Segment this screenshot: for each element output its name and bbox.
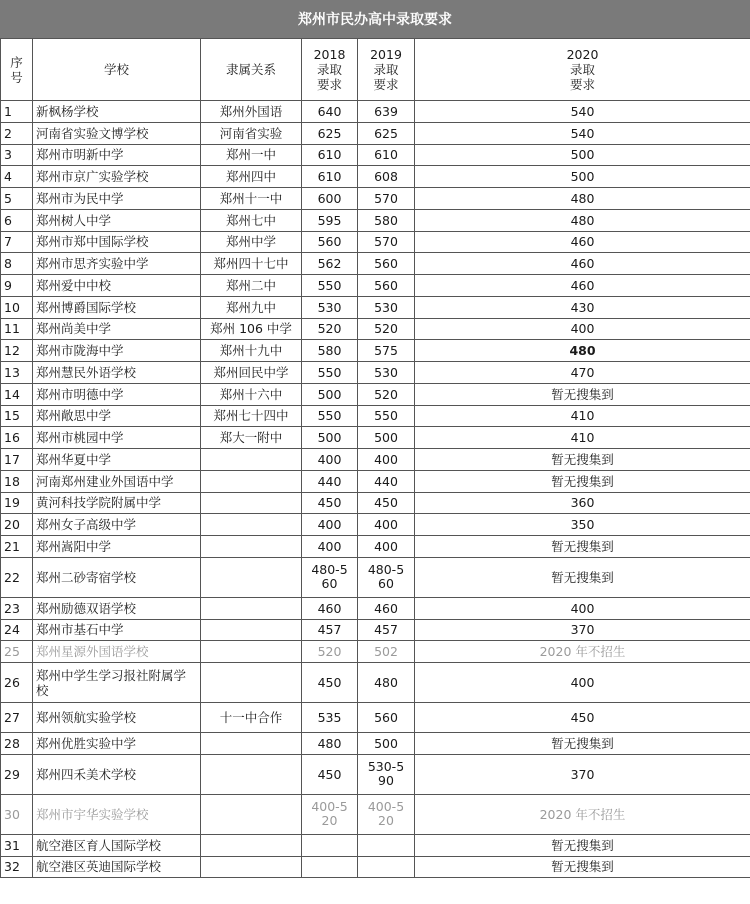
cell-2019: 480-5 60 — [358, 557, 415, 597]
cell-no: 10 — [1, 296, 33, 318]
cell-2018 — [302, 834, 358, 856]
cell-2018: 400 — [302, 449, 358, 471]
cell-no: 28 — [1, 733, 33, 755]
table-row — [1, 514, 750, 536]
cell-school: 黄河科技学院附属中学 — [33, 492, 201, 514]
cell-school: 郑州市基石中学 — [33, 619, 201, 641]
cell-2019: 500 — [358, 733, 415, 755]
cell-2020: 410 — [415, 427, 750, 449]
cell-no: 32 — [1, 856, 33, 878]
cell-2018: 400-5 20 — [302, 794, 358, 834]
table-row — [1, 470, 750, 492]
cell-2019: 400-5 20 — [358, 794, 415, 834]
cell-affiliation — [201, 856, 302, 878]
header-2020: 2020 录取 要求 — [415, 39, 750, 101]
cell-2019: 610 — [358, 144, 415, 166]
cell-2020: 460 — [415, 231, 750, 253]
table-row — [1, 101, 750, 123]
cell-affiliation: 郑州七十四中 — [201, 405, 302, 427]
cell-no: 1 — [1, 101, 33, 123]
cell-2020: 350 — [415, 514, 750, 536]
cell-2018: 600 — [302, 188, 358, 210]
cell-affiliation — [201, 470, 302, 492]
cell-2020: 2020 年不招生 — [415, 641, 750, 663]
table-row — [1, 253, 750, 275]
cell-2020: 暂无搜集到 — [415, 557, 750, 597]
cell-school: 郑州市桃园中学 — [33, 427, 201, 449]
cell-2018: 535 — [302, 703, 358, 733]
cell-2019 — [358, 834, 415, 856]
cell-affiliation: 郑州九中 — [201, 296, 302, 318]
cell-affiliation: 十一中合作 — [201, 703, 302, 733]
cell-no: 25 — [1, 641, 33, 663]
table-row — [1, 188, 750, 210]
cell-school: 郑州市宇华实验学校 — [33, 794, 201, 834]
cell-school: 郑州女子高级中学 — [33, 514, 201, 536]
cell-school: 河南郑州建业外国语中学 — [33, 470, 201, 492]
cell-school: 郑州市京广实验学校 — [33, 166, 201, 188]
cell-school: 郑州优胜实验中学 — [33, 733, 201, 755]
cell-2020: 500 — [415, 166, 750, 188]
cell-school: 航空港区育人国际学校 — [33, 834, 201, 856]
cell-2019: 502 — [358, 641, 415, 663]
cell-school: 郑州市思齐实验中学 — [33, 253, 201, 275]
cell-2020: 480 — [415, 209, 750, 231]
cell-2020: 400 — [415, 663, 750, 703]
cell-2020: 暂无搜集到 — [415, 449, 750, 471]
cell-no: 21 — [1, 536, 33, 558]
table-row — [1, 492, 750, 514]
header-2019: 2019 录取 要求 — [358, 39, 415, 101]
cell-2018: 460 — [302, 597, 358, 619]
cell-2019: 460 — [358, 597, 415, 619]
cell-no: 11 — [1, 318, 33, 340]
cell-2018: 580 — [302, 340, 358, 362]
cell-2019: 520 — [358, 318, 415, 340]
cell-2019: 560 — [358, 703, 415, 733]
cell-no: 20 — [1, 514, 33, 536]
cell-2018: 520 — [302, 641, 358, 663]
cell-2020: 暂无搜集到 — [415, 733, 750, 755]
cell-no: 4 — [1, 166, 33, 188]
cell-2019: 560 — [358, 253, 415, 275]
cell-affiliation: 郑州二中 — [201, 275, 302, 297]
cell-affiliation — [201, 449, 302, 471]
cell-2020: 460 — [415, 253, 750, 275]
cell-no: 31 — [1, 834, 33, 856]
cell-affiliation — [201, 492, 302, 514]
header-2018: 2018 录取 要求 — [302, 39, 358, 101]
cell-2020: 500 — [415, 144, 750, 166]
table-row — [1, 340, 750, 362]
table-row — [1, 405, 750, 427]
cell-2019: 550 — [358, 405, 415, 427]
cell-affiliation — [201, 641, 302, 663]
table-row — [1, 209, 750, 231]
table-row — [1, 427, 750, 449]
cell-2018: 500 — [302, 427, 358, 449]
cell-school: 郑州领航实验学校 — [33, 703, 201, 733]
table-row — [1, 834, 750, 856]
cell-2020: 暂无搜集到 — [415, 470, 750, 492]
table-row — [1, 663, 750, 703]
cell-school: 郑州树人中学 — [33, 209, 201, 231]
cell-2018 — [302, 856, 358, 878]
header-no: 序 号 — [1, 39, 33, 101]
cell-2020: 暂无搜集到 — [415, 834, 750, 856]
cell-affiliation: 郑州 106 中学 — [201, 318, 302, 340]
cell-2018: 640 — [302, 101, 358, 123]
cell-school: 郑州励德双语学校 — [33, 597, 201, 619]
cell-2018: 562 — [302, 253, 358, 275]
cell-2020: 暂无搜集到 — [415, 856, 750, 878]
cell-2019: 530 — [358, 296, 415, 318]
cell-2020: 480 — [415, 340, 750, 362]
cell-2020: 370 — [415, 754, 750, 794]
cell-affiliation: 郑大一附中 — [201, 427, 302, 449]
cell-affiliation: 郑州中学 — [201, 231, 302, 253]
cell-2020: 540 — [415, 122, 750, 144]
table-row — [1, 754, 750, 794]
cell-no: 8 — [1, 253, 33, 275]
cell-2019: 575 — [358, 340, 415, 362]
cell-affiliation: 郑州外国语 — [201, 101, 302, 123]
cell-2019: 570 — [358, 231, 415, 253]
table-row — [1, 362, 750, 384]
cell-school: 航空港区英迪国际学校 — [33, 856, 201, 878]
cell-school: 郑州四禾美术学校 — [33, 754, 201, 794]
cell-2018: 450 — [302, 754, 358, 794]
cell-no: 24 — [1, 619, 33, 641]
cell-school: 郑州市明德中学 — [33, 383, 201, 405]
cell-2018: 560 — [302, 231, 358, 253]
cell-affiliation: 郑州回民中学 — [201, 362, 302, 384]
cell-affiliation: 河南省实验 — [201, 122, 302, 144]
cell-no: 29 — [1, 754, 33, 794]
cell-2019: 400 — [358, 449, 415, 471]
cell-2019: 440 — [358, 470, 415, 492]
header-affiliation: 隶属关系 — [201, 39, 302, 101]
cell-2018: 550 — [302, 405, 358, 427]
cell-no: 12 — [1, 340, 33, 362]
table-row — [1, 536, 750, 558]
cell-2019: 400 — [358, 536, 415, 558]
cell-affiliation — [201, 794, 302, 834]
cell-2020: 2020 年不招生 — [415, 794, 750, 834]
table-body — [1, 101, 750, 878]
cell-affiliation — [201, 663, 302, 703]
cell-affiliation — [201, 597, 302, 619]
table-row — [1, 856, 750, 878]
table-row — [1, 619, 750, 641]
cell-no: 17 — [1, 449, 33, 471]
table-row — [1, 557, 750, 597]
cell-2020: 400 — [415, 318, 750, 340]
cell-affiliation: 郑州四十七中 — [201, 253, 302, 275]
cell-2020: 360 — [415, 492, 750, 514]
cell-school: 郑州市为民中学 — [33, 188, 201, 210]
cell-school: 郑州市郑中国际学校 — [33, 231, 201, 253]
table-row — [1, 641, 750, 663]
cell-2019: 580 — [358, 209, 415, 231]
table-row — [1, 122, 750, 144]
cell-2020: 430 — [415, 296, 750, 318]
cell-2020: 400 — [415, 597, 750, 619]
cell-2020: 暂无搜集到 — [415, 536, 750, 558]
page-title: 郑州市民办高中录取要求 — [0, 0, 750, 38]
cell-no: 22 — [1, 557, 33, 597]
cell-2020: 暂无搜集到 — [415, 383, 750, 405]
cell-affiliation: 郑州七中 — [201, 209, 302, 231]
cell-2018: 500 — [302, 383, 358, 405]
cell-2019: 480 — [358, 663, 415, 703]
header-school: 学校 — [33, 39, 201, 101]
cell-affiliation: 郑州十六中 — [201, 383, 302, 405]
cell-2018: 480 — [302, 733, 358, 755]
cell-no: 14 — [1, 383, 33, 405]
cell-no: 7 — [1, 231, 33, 253]
cell-2018: 550 — [302, 275, 358, 297]
cell-no: 19 — [1, 492, 33, 514]
cell-school: 郑州尚美中学 — [33, 318, 201, 340]
cell-school: 郑州嵩阳中学 — [33, 536, 201, 558]
cell-school: 郑州星源外国语学校 — [33, 641, 201, 663]
cell-2019: 520 — [358, 383, 415, 405]
cell-2019: 457 — [358, 619, 415, 641]
cell-affiliation — [201, 557, 302, 597]
table-row — [1, 449, 750, 471]
cell-no: 15 — [1, 405, 33, 427]
cell-2020: 370 — [415, 619, 750, 641]
cell-no: 26 — [1, 663, 33, 703]
table-row — [1, 296, 750, 318]
cell-affiliation: 郑州四中 — [201, 166, 302, 188]
cell-2020: 460 — [415, 275, 750, 297]
cell-2018: 610 — [302, 144, 358, 166]
cell-no: 3 — [1, 144, 33, 166]
cell-no: 6 — [1, 209, 33, 231]
cell-2018: 550 — [302, 362, 358, 384]
cell-school: 河南省实验文博学校 — [33, 122, 201, 144]
cell-no: 16 — [1, 427, 33, 449]
cell-2019: 530 — [358, 362, 415, 384]
cell-2018: 450 — [302, 492, 358, 514]
table-row — [1, 383, 750, 405]
header-row — [1, 39, 750, 101]
table-row — [1, 794, 750, 834]
cell-no: 9 — [1, 275, 33, 297]
cell-affiliation — [201, 733, 302, 755]
cell-2019: 625 — [358, 122, 415, 144]
cell-affiliation — [201, 619, 302, 641]
cell-no: 5 — [1, 188, 33, 210]
table-row — [1, 597, 750, 619]
table-row — [1, 144, 750, 166]
cell-school: 郑州慧民外语学校 — [33, 362, 201, 384]
cell-no: 13 — [1, 362, 33, 384]
cell-2018: 530 — [302, 296, 358, 318]
cell-2018: 457 — [302, 619, 358, 641]
cell-2019: 560 — [358, 275, 415, 297]
cell-2018: 610 — [302, 166, 358, 188]
cell-affiliation — [201, 514, 302, 536]
table-row — [1, 318, 750, 340]
cell-2018: 440 — [302, 470, 358, 492]
cell-2019 — [358, 856, 415, 878]
cell-2019: 400 — [358, 514, 415, 536]
cell-school: 郑州市陇海中学 — [33, 340, 201, 362]
cell-school: 郑州爱中中校 — [33, 275, 201, 297]
cell-no: 18 — [1, 470, 33, 492]
cell-2018: 625 — [302, 122, 358, 144]
cell-2019: 500 — [358, 427, 415, 449]
table-row — [1, 733, 750, 755]
cell-2020: 470 — [415, 362, 750, 384]
cell-affiliation: 郑州十一中 — [201, 188, 302, 210]
cell-affiliation — [201, 754, 302, 794]
cell-2018: 400 — [302, 536, 358, 558]
cell-2018: 595 — [302, 209, 358, 231]
cell-school: 郑州中学生学习报社附属学校 — [33, 663, 201, 703]
cell-affiliation: 郑州一中 — [201, 144, 302, 166]
cell-2018: 450 — [302, 663, 358, 703]
cell-no: 27 — [1, 703, 33, 733]
cell-affiliation — [201, 536, 302, 558]
cell-2019: 450 — [358, 492, 415, 514]
cell-school: 郑州华夏中学 — [33, 449, 201, 471]
cell-2018: 520 — [302, 318, 358, 340]
cell-2020: 450 — [415, 703, 750, 733]
table-row — [1, 275, 750, 297]
admission-table — [0, 38, 750, 878]
cell-school: 郑州市明新中学 — [33, 144, 201, 166]
cell-affiliation — [201, 834, 302, 856]
cell-no: 30 — [1, 794, 33, 834]
cell-school: 郑州敞思中学 — [33, 405, 201, 427]
cell-school: 新枫杨学校 — [33, 101, 201, 123]
table-row — [1, 703, 750, 733]
cell-2019: 639 — [358, 101, 415, 123]
table-row — [1, 231, 750, 253]
cell-no: 2 — [1, 122, 33, 144]
cell-2018: 480-5 60 — [302, 557, 358, 597]
cell-2020: 480 — [415, 188, 750, 210]
cell-2019: 608 — [358, 166, 415, 188]
cell-school: 郑州二砂寄宿学校 — [33, 557, 201, 597]
cell-no: 23 — [1, 597, 33, 619]
cell-2020: 540 — [415, 101, 750, 123]
cell-2020: 410 — [415, 405, 750, 427]
cell-2019: 530-5 90 — [358, 754, 415, 794]
cell-affiliation: 郑州十九中 — [201, 340, 302, 362]
cell-school: 郑州博爵国际学校 — [33, 296, 201, 318]
cell-2019: 570 — [358, 188, 415, 210]
cell-2018: 400 — [302, 514, 358, 536]
table-row — [1, 166, 750, 188]
